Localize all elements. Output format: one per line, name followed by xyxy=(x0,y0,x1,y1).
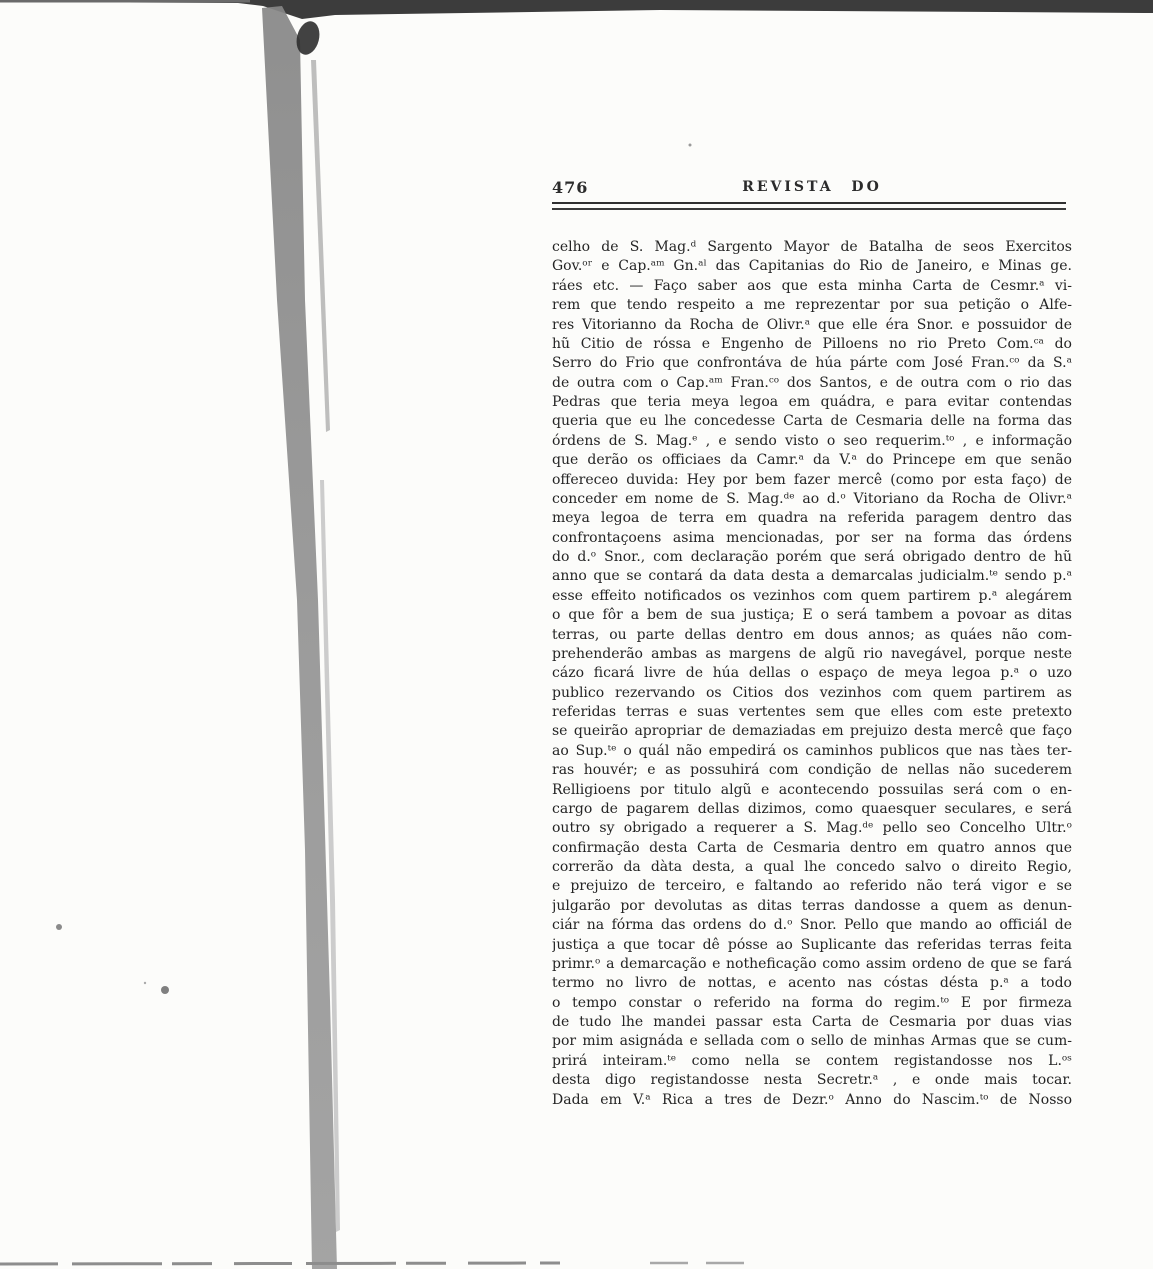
text-line: outro sy obrigado a requerer a S. Mag.ᵈᵉ pello seo Concelho Ultr.ᵒ xyxy=(552,820,1072,837)
body-text xyxy=(552,238,1072,1110)
text-line: cargo de pagarem dellas dizimos, como quaesquer seculares, e será xyxy=(552,800,1072,817)
text-line: de outra com o Cap.ᵃᵐ Fran.ᶜᵒ dos Santos, e de outra com o rio das xyxy=(552,374,1072,391)
header-double-rule xyxy=(552,202,1066,210)
text-line: prehenderão ambas as margens de algũ rio navegável, porque neste xyxy=(552,645,1072,662)
text-line: confrontaçoens asima mencionadas, por ser na forma das órdens xyxy=(552,529,1072,546)
text-line: meya legoa de terra em quadra na referida paragem dentro das xyxy=(552,510,1072,527)
text-line: por mim asignáda e sellada com o sello de minhas Armas que se cum- xyxy=(552,1033,1072,1050)
text-line: desta digo registandosse nesta Secretr.ᵃ , e onde mais tocar. xyxy=(552,1072,1072,1089)
running-head xyxy=(552,178,1072,198)
text-line: do d.ᵒ Snor., com declaração porém que será obrigado dentro de hũ xyxy=(552,549,1072,565)
text-line: esse effeito notificados os vezinhos com quem partirem p.ᵃ alegárem xyxy=(552,587,1072,604)
binding-shadow-band xyxy=(262,6,337,1269)
text-line: res Vitorianno da Rocha de Olivr.ᵃ que elle éra Snor. e possuidor de xyxy=(552,316,1072,333)
text-line: anno que se contará da data desta a demarcalas judicialm.ᵗᵉ sendo p.ᵃ xyxy=(552,568,1072,585)
binding-streak-lower xyxy=(320,480,340,1232)
text-line: o que fôr a bem de sua justiça; E o será tambem a povoar as ditas xyxy=(552,607,1072,624)
scan-top-edge-left xyxy=(0,0,250,3)
text-line: prirá inteiram.ᵗᵉ como nella se contem registandosse nos L.ᵒˢ xyxy=(552,1052,1072,1069)
text-line: queria que eu lhe concedesse Carta de Cesmaria delle na forma das xyxy=(552,413,1072,430)
text-line: ciár na fórma das ordens do d.ᵒ Snor. Pello que mando ao officiál de xyxy=(552,917,1072,934)
text-line: cázo ficará livre de húa dellas o espaço de meya legoa p.ᵃ o uzo xyxy=(552,665,1072,682)
text-line: que derão os officiaes da Camr.ᵃ da V.ᵃ do Princepe em que senão xyxy=(552,452,1072,469)
speck-dot-2 xyxy=(161,986,169,994)
text-line: Serro do Frio que confrontáva de húa párte com José Fran.ᶜᵒ da S.ᵃ xyxy=(552,355,1072,372)
text-line: celho de S. Mag.ᵈ Sargento Mayor de Batalha de seos Exercitos xyxy=(552,239,1072,255)
text-line: conceder em nome de S. Mag.ᵈᵉ ao d.ᵒ Vitoriano da Rocha de Olivr.ᵃ xyxy=(552,490,1072,507)
text-line: o tempo constar o referido na forma do regim.ᵗᵒ E por firmeza xyxy=(552,994,1072,1011)
binding-streak-upper xyxy=(311,60,330,432)
text-line: se queirão apropriar de demaziadas em prejuizo desta mercê que faço xyxy=(552,723,1072,740)
text-line: rem que tendo respeito a me reprezentar por sua petição o Alfe- xyxy=(552,297,1072,314)
text-line: Relligioens por titulo algũ e acontecendo possuilas será com o en- xyxy=(552,781,1072,798)
text-line: e prejuizo de terceiro, e faltando ao referido não terá vigor e se xyxy=(552,878,1072,895)
text-line: justiça a que tocar dê pósse ao Suplicante das referidas terras feita xyxy=(552,936,1072,953)
scan-bottom-edge xyxy=(0,1263,560,1264)
text-line: ao Sup.ᵗᵉ o quál não empedirá os caminhos publicos que nas tàes ter- xyxy=(552,742,1072,759)
text-line: ras houvér; e as possuhirá com condição de nellas não sucederem xyxy=(552,762,1072,779)
text-line: referidas terras e suas vertentes sem que elles com este pretexto xyxy=(552,704,1072,720)
text-line: órdens de S. Mag.ᵉ , e sendo visto o seo requerim.ᵗᵒ , e informação xyxy=(552,432,1072,449)
text-line: terras, ou parte dellas dentro em dous annos; as quáes não com- xyxy=(552,626,1072,643)
text-line: primr.ᵒ a demarcação e notheficação como assim ordeno de que se fará xyxy=(552,955,1072,972)
text-line: publico rezervando os Citios dos vezinhos com quem partirem as xyxy=(552,684,1072,701)
scan-top-edge xyxy=(0,0,1153,19)
binding-shadow-blob xyxy=(293,19,323,57)
text-line: ráes etc. — Faço saber aos que esta minha Carta de Cesmr.ᵃ vi- xyxy=(552,277,1072,294)
text-line: confirmação desta Carta de Cesmaria dentro em quatro annos que xyxy=(552,839,1072,856)
speck-dot-3 xyxy=(144,982,146,984)
text-line: termo no livro de nottas, e acento nas cóstas désta p.ᵃ a todo xyxy=(552,975,1072,992)
speck-dot-4 xyxy=(689,144,692,147)
text-line: Gov.ᵒʳ e Cap.ᵃᵐ Gn.ᵃˡ das Capitanias do Rio de Janeiro, e Minas ge. xyxy=(552,258,1072,275)
text-line: julgarão por devolutas as ditas terras dandosse a quem as denun- xyxy=(552,897,1072,914)
text-line: offereceo duvida: Hey por bem fazer mercê (como por esta faço) de xyxy=(552,471,1072,488)
text-line: Pedras que teria meya legoa em quádra, e para evitar contendas xyxy=(552,394,1072,410)
page-number: 476 xyxy=(552,178,589,197)
text-line: de tudo lhe mandei passar esta Carta de Cesmaria por duas vias xyxy=(552,1014,1072,1030)
text-line: correrão da dàta desta, a qual lhe concedo salvo o direito Regio, xyxy=(552,859,1072,875)
text-line: hũ Citio de róssa e Engenho de Pilloens no rio Preto Com.ᶜᵃ do xyxy=(552,335,1072,352)
speck-dot-1 xyxy=(56,924,62,930)
text-line: Dada em V.ᵃ Rica a tres de Dezr.ᵒ Anno do Nascim.ᵗᵒ de Nosso xyxy=(552,1091,1072,1108)
running-head-title: REVISTA DO xyxy=(742,179,882,195)
